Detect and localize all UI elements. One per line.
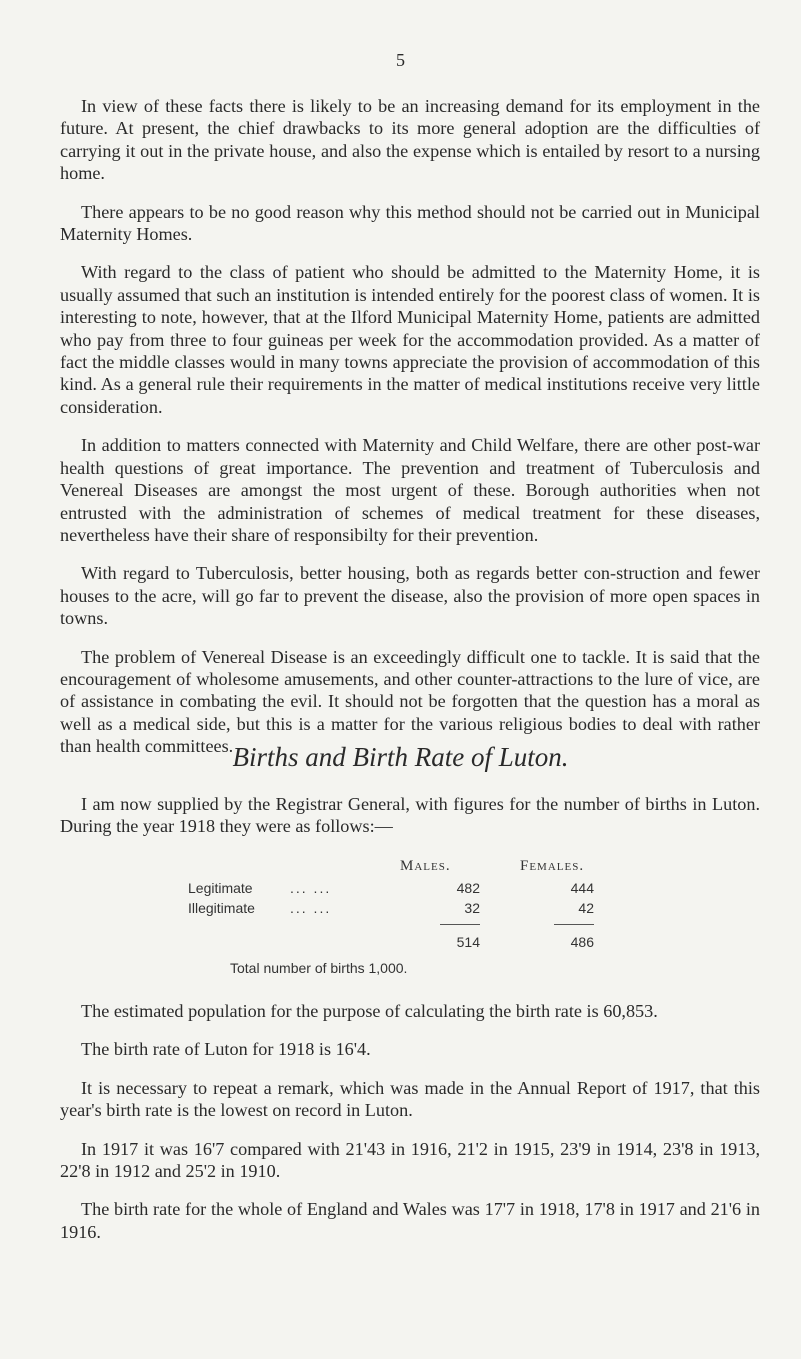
males-total: 514	[456, 934, 480, 950]
leader-dots: ... ...	[290, 880, 332, 896]
total-births: Total number of births 1,000.	[230, 960, 408, 976]
females-value: 42	[578, 900, 594, 916]
paragraph: There appears to be no good reason why this method should not be carried out in Municipal Maternity Homes.	[60, 201, 760, 245]
paragraph: I am now supplied by the Registrar General, with figures for the number of births in Luton. During the year 1918 they were as follows:—	[60, 794, 760, 837]
paragraph: The birth rate for the whole of England and Wales was 17'7 in 1918, 17'8 in 1917 and 21'6 in 1916.	[60, 1199, 760, 1242]
table-row	[0, 880, 801, 900]
col-header-females: Females.	[520, 858, 585, 874]
paragraph: With regard to Tuberculosis, better housing, both as regards better con-struction and fewer houses to the acre, will go far to prevent the disease, also the provision of more open spaces in towns.	[60, 563, 760, 629]
paragraph: The estimated population for the purpose of calculating the birth rate is 60,853.	[81, 1001, 658, 1021]
sum-rule	[554, 924, 594, 925]
leader-dots: ... ...	[290, 900, 332, 916]
row-label: Legitimate	[188, 880, 253, 896]
females-value: 444	[570, 880, 594, 896]
paragraph: The birth rate of Luton for 1918 is 16'4.	[81, 1039, 371, 1060]
paragraph: It is necessary to repeat a remark, which was made in the Annual Report of 1917, that this year's birth rate is the lowest on record in Luton.	[60, 1077, 760, 1121]
body-text	[60, 95, 760, 774]
paragraph: In addition to matters connected with Maternity and Child Welfare, there are other post-war health questions of great importance. The prevention and treatment of Tuberculosis and Venereal Diseases are amongst the most urgent of these. Borough authorities when not entrusted with the administration of schemes of medical treatment for these diseases, nevertheless have their share of responsibilty for their prevention.	[60, 435, 760, 545]
females-total: 486	[570, 934, 594, 950]
table-row	[0, 900, 801, 920]
paragraph: The problem of Venereal Disease is an exceedingly difficult one to tackle. It is said that the encouragement of wholesome amusements, and other counter-attractions to the lure of vice, are of assistance in combating the evil. It should not be forgotten that the question has a moral as well as a medical side, but this is a matter for the various religious bodies to deal with rather than health committees.	[60, 646, 760, 757]
paragraph: In view of these facts there is likely to be an increasing demand for its employment in the future. At present, the chief drawbacks to its more general adoption are the difficulties of carrying it out in the private house, and also the expense which is entailed by resort to a nursing home.	[60, 96, 760, 184]
tail-text	[60, 1000, 760, 1259]
section-heading: Births and Birth Rate of Luton.	[232, 742, 569, 772]
sum-rule	[440, 924, 480, 925]
males-value: 482	[456, 880, 480, 896]
row-label: Illegitimate	[188, 900, 255, 916]
males-value: 32	[464, 900, 480, 916]
intro-text	[60, 793, 760, 838]
col-header-males: Males.	[400, 858, 451, 874]
paragraph: In 1917 it was 16'7 compared with 21'43 in 1916, 21'2 in 1915, 23'9 in 1914, 23'8 in 1913, 22'8 in 1912 and 25'2 in 1910.	[60, 1138, 760, 1182]
totals-row	[0, 934, 801, 954]
paragraph: With regard to the class of patient who should be admitted to the Maternity Home, it is usually assumed that such an institution is intended entirely for the poorest class of women. It is interesting to note, however, that at the Ilford Municipal Maternity Home, patients are admitted who pay from three to four guineas per week for the accommodation provided. As a matter of fact the middle classes would in many towns appreciate the provision of accommodation of this kind. As a general rule their requirements in the matter of medical institutions receive very little consideration.	[60, 262, 760, 417]
page-number: 5	[396, 50, 405, 70]
